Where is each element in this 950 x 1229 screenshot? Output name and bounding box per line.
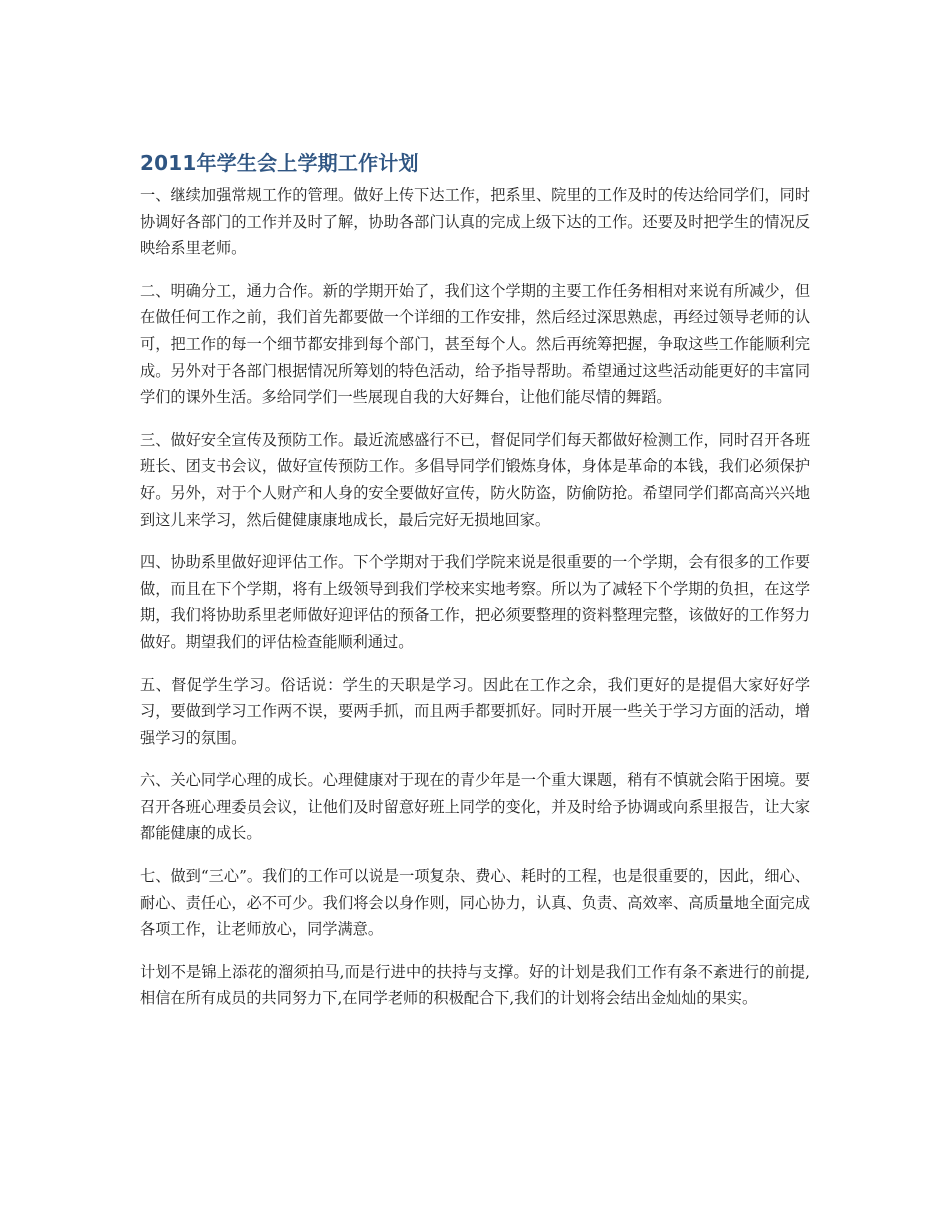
paragraph-conclusion: 计划不是锦上添花的溜须拍马,而是行进中的扶持与支撑。好的计划是我们工作有条不紊进行的前提,相信在所有成员的共同努力下,在同学老师的积极配合下,我们的计划将会结出金灿灿的果实。 <box>140 962 810 1008</box>
paragraph-3: 三、做好安全宣传及预防工作。最近流感盛行不已，督促同学们每天都做好检测工作，同时召开各班班长、团支书会议，做好宣传预防工作。多倡导同学们锻炼身体，身体是革命的本钱，我们必须保护好。另外，对于个人财产和人身的安全要做好宣传，防火防盗，防偷防抢。希望同学们都高高兴兴地到这儿来学习，然后健健康康地成长，最后完好无损地回家。 <box>140 430 810 529</box>
paragraph-4: 四、协助系里做好迎评估工作。下个学期对于我们学院来说是很重要的一个学期，会有很多的工作要做，而且在下个学期，将有上级领导到我们学校来实地考察。所以为了减轻下个学期的负担，在这学期，我们将协助系里老师做好迎评估的预备工作，把必须要整理的资料整理完整，该做好的工作努力做好。期望我们的评估检查能顺利通过。 <box>140 553 810 651</box>
paragraph-7: 七、做到“三心”。我们的工作可以说是一项复杂、费心、耗时的工程，也是很重要的，因此，细心、耐心、责任心，必不可少。我们将会以身作则，同心协力，认真、负责、高效率、高质量地全面完成各项工作，让老师放心，同学满意。 <box>140 867 810 939</box>
document-body <box>140 148 810 1028</box>
paragraph-5: 五、督促学生学习。俗话说：学生的天职是学习。因此在工作之余，我们更好的是提倡大家好好学习，要做到学习工作两不误，要两手抓，而且两手都要抓好。同时开展一些关于学习方面的活动，增强学习的氛围。 <box>140 675 810 747</box>
paragraph-6: 六、关心同学心理的成长。心理健康对于现在的青少年是一个重大课题，稍有不慎就会陷于困境。要召开各班心理委员会议，让他们及时留意好班上同学的变化，并及时给予协调或向系里报告，让大家都能健康的成长。 <box>140 771 810 843</box>
paragraph-1: 一、继续加强常规工作的管理。做好上传下达工作，把系里、院里的工作及时的传达给同学们，同时协调好各部门的工作并及时了解，协助各部门认真的完成上级下达的工作。还要及时把学生的情况反映给系里老师。 <box>140 186 810 258</box>
document-title: 2011年学生会上学期工作计划 <box>140 151 419 175</box>
paragraph-2: 二、明确分工，通力合作。新的学期开始了，我们这个学期的主要工作任务相相对来说有所减少，但在做任何工作之前，我们首先都要做一个详细的工作安排，然后经过深思熟虑，再经过领导老师的认可，把工作的每一个细节都安排到每个部门，甚至每个人。然后再统筹把握，争取这些工作能顺利完成。另外对于各部门根据情况所筹划的特色活动，给予指导帮助。希望通过这些活动能更好的丰富同学们的课外生活。多给同学们一些展现自我的大好舞台，让他们能尽情的舞蹈。 <box>140 281 810 407</box>
